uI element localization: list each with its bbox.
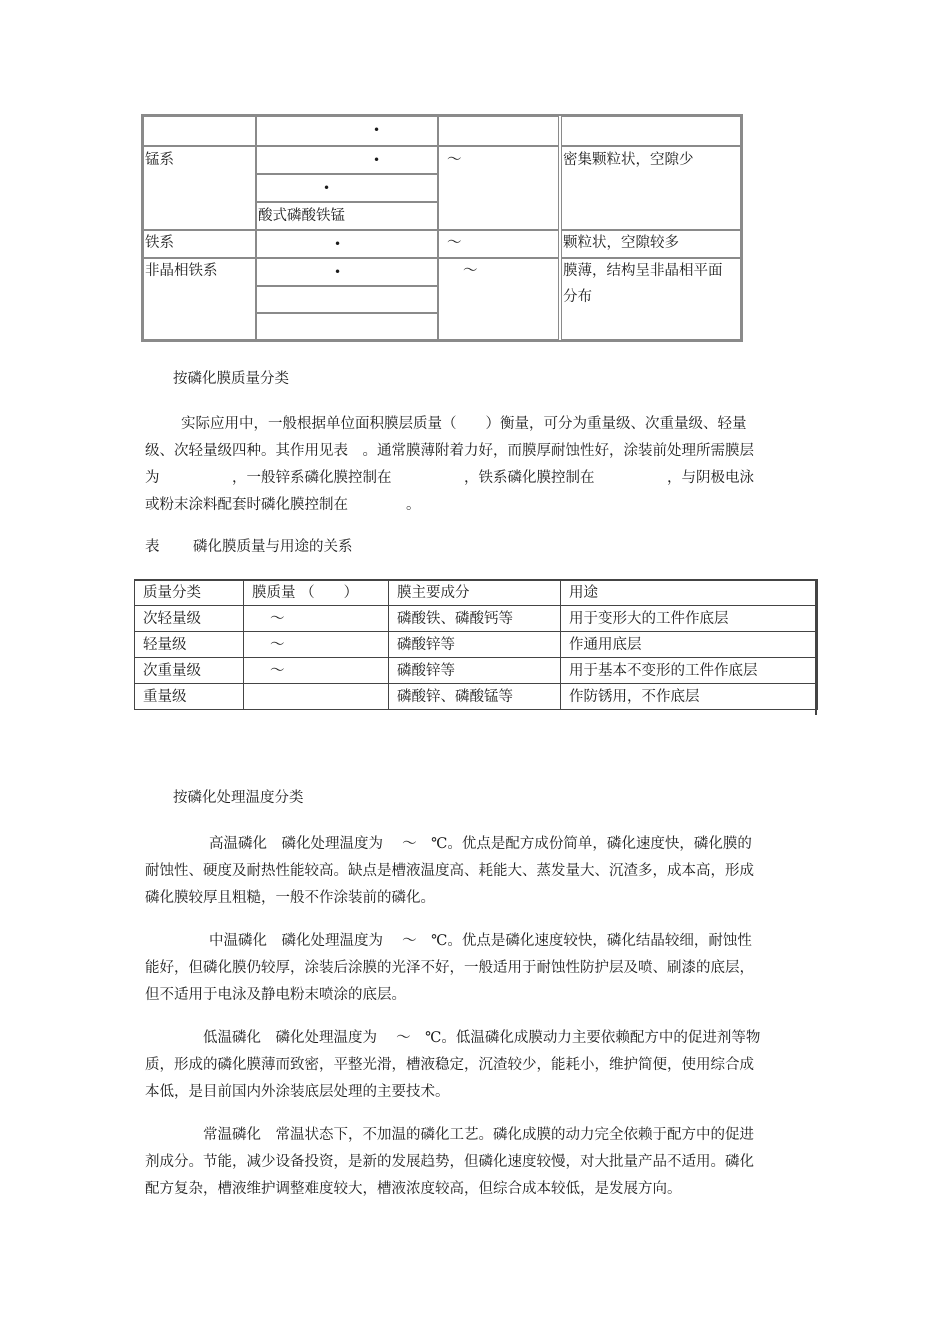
section-heading-temperature: 按磷化处理温度分类 <box>173 790 304 806</box>
cell: 用于基本不变形的工件作底层 <box>561 658 818 684</box>
bullet-dot: • <box>334 265 342 279</box>
range-fe: ～ <box>447 235 462 251</box>
header-cell: 膜质量 （ ） <box>244 580 389 606</box>
para-line: 或粉末涂料配套时磷化膜控制在 。 <box>145 497 421 513</box>
table-row <box>135 684 818 710</box>
cell: 重量级 <box>135 684 244 710</box>
para-line: 高温磷化 磷化处理温度为 ～ ℃。优点是配方成份简单，磷化速度快，磷化膜的 <box>209 836 752 852</box>
para-line: 本低，是目前国内外涂装底层处理的主要技术。 <box>145 1084 450 1100</box>
para-line: 实际应用中，一般根据单位面积膜层质量（ ）衡量，可分为重量级、次重量级、轻量 <box>181 416 747 432</box>
para-line: 为 ，一般锌系磷化膜控制在 ，铁系磷化膜控制在 ，与阴极电泳 <box>145 470 754 486</box>
table-row <box>135 632 818 658</box>
row-label-amorph: 非晶相铁系 <box>145 263 218 279</box>
paragraph-low-temp <box>145 1025 810 1106</box>
para-line: 低温磷化 磷化处理温度为 ～ ℃。低温磷化成膜动力主要依赖配方中的促进剂等物 <box>203 1030 761 1046</box>
paragraph-quality <box>145 411 810 519</box>
table-cell <box>438 116 559 146</box>
table-row <box>135 606 818 632</box>
bullet-dot: • <box>373 123 381 137</box>
cell: 次重量级 <box>135 658 244 684</box>
cell: ～ <box>244 632 389 658</box>
paragraph-high-temp <box>145 831 810 912</box>
cell: ～ <box>244 658 389 684</box>
table-cell <box>256 174 438 202</box>
table-cell <box>143 116 256 146</box>
table-caption-prefix: 表 <box>145 539 160 555</box>
table-cell <box>256 313 438 340</box>
range-amorph: ～ <box>463 263 478 279</box>
header-cell: 质量分类 <box>135 580 244 606</box>
para-line: 常温磷化 常温状态下，不加温的磷化工艺。磷化成膜的动力完全依赖于配方中的促进 <box>203 1127 754 1143</box>
header-cell: 膜主要成分 <box>389 580 561 606</box>
table-cell <box>438 258 559 340</box>
para-line: 配方复杂，槽液维护调整难度较大，槽液浓度较高，但综合成本较低，是发展方向。 <box>145 1181 682 1197</box>
quality-usage-table <box>134 579 817 715</box>
para-line: 剂成分。节能，减少设备投资，是新的发展趋势，但磷化速度较慢，对大批量产品不适用。磷化 <box>145 1154 754 1170</box>
table-cell <box>256 230 438 258</box>
para-line: 级、次轻量级四种。其作用见表 。通常膜薄附着力好，而膜厚耐蚀性好，涂装前处理所需膜层 <box>145 443 754 459</box>
para-line: 但不适用于电泳及静电粉末喷涂的底层。 <box>145 987 406 1003</box>
para-line: 能好，但磷化膜仍较厚，涂装后涂膜的光泽不好，一般适用于耐蚀性防护层及喷、刷漆的底层， <box>145 960 754 976</box>
cell: 次轻量级 <box>135 606 244 632</box>
cell: ～ <box>244 606 389 632</box>
cell: 磷酸锌、磷酸锰等 <box>389 684 561 710</box>
table-cell <box>256 146 438 174</box>
range-mn: ～ <box>447 152 462 168</box>
para-line: 质，形成的磷化膜薄而致密，平整光滑，槽液稳定，沉渣较少，能耗小，维护简便，使用综合成 <box>145 1057 754 1073</box>
cell: 磷酸锌等 <box>389 658 561 684</box>
para-line: 耐蚀性、硬度及耐热性能较高。缺点是槽液温度高、耗能大、蒸发量大、沉渣多，成本高，形成 <box>145 863 754 879</box>
cell: 磷酸铁、磷酸钙等 <box>389 606 561 632</box>
row-label-mn: 锰系 <box>145 152 174 168</box>
row-label-fe: 铁系 <box>145 235 174 251</box>
cell: 轻量级 <box>135 632 244 658</box>
paragraph-mid-temp <box>145 928 810 1009</box>
table-header-row <box>135 580 818 606</box>
desc-mn: 密集颗粒状，空隙少 <box>563 152 694 168</box>
paragraph-normal-temp <box>145 1122 810 1203</box>
desc-amorph-1: 膜薄，结构呈非晶相平面 <box>563 263 723 279</box>
desc-fe: 颗粒状，空隙较多 <box>563 235 679 251</box>
composition-mn-3: 酸式磷酸铁锰 <box>258 208 345 224</box>
table-cell <box>256 258 438 286</box>
section-heading-quality: 按磷化膜质量分类 <box>173 371 289 387</box>
table-cell <box>561 116 741 146</box>
bullet-dot: • <box>373 153 381 167</box>
table-caption-title: 磷化膜质量与用途的关系 <box>193 539 353 555</box>
para-line: 磷化膜较厚且粗糙，一般不作涂装前的磷化。 <box>145 890 435 906</box>
cell: 用于变形大的工件作底层 <box>561 606 818 632</box>
para-line: 中温磷化 磷化处理温度为 ～ ℃。优点是磷化速度较快，磷化结晶较细，耐蚀性 <box>209 933 752 949</box>
cell <box>244 684 389 710</box>
bullet-dot: • <box>334 237 342 251</box>
header-cell: 用途 <box>561 580 818 606</box>
table-cell <box>256 116 438 146</box>
cell: 作防锈用，不作底层 <box>561 684 818 710</box>
table-row <box>135 658 818 684</box>
bullet-dot: • <box>323 181 331 195</box>
desc-amorph-2: 分布 <box>563 289 592 305</box>
cell: 作通用底层 <box>561 632 818 658</box>
cell: 磷酸锌等 <box>389 632 561 658</box>
phosphating-type-table <box>141 114 743 342</box>
table-cell <box>256 286 438 313</box>
